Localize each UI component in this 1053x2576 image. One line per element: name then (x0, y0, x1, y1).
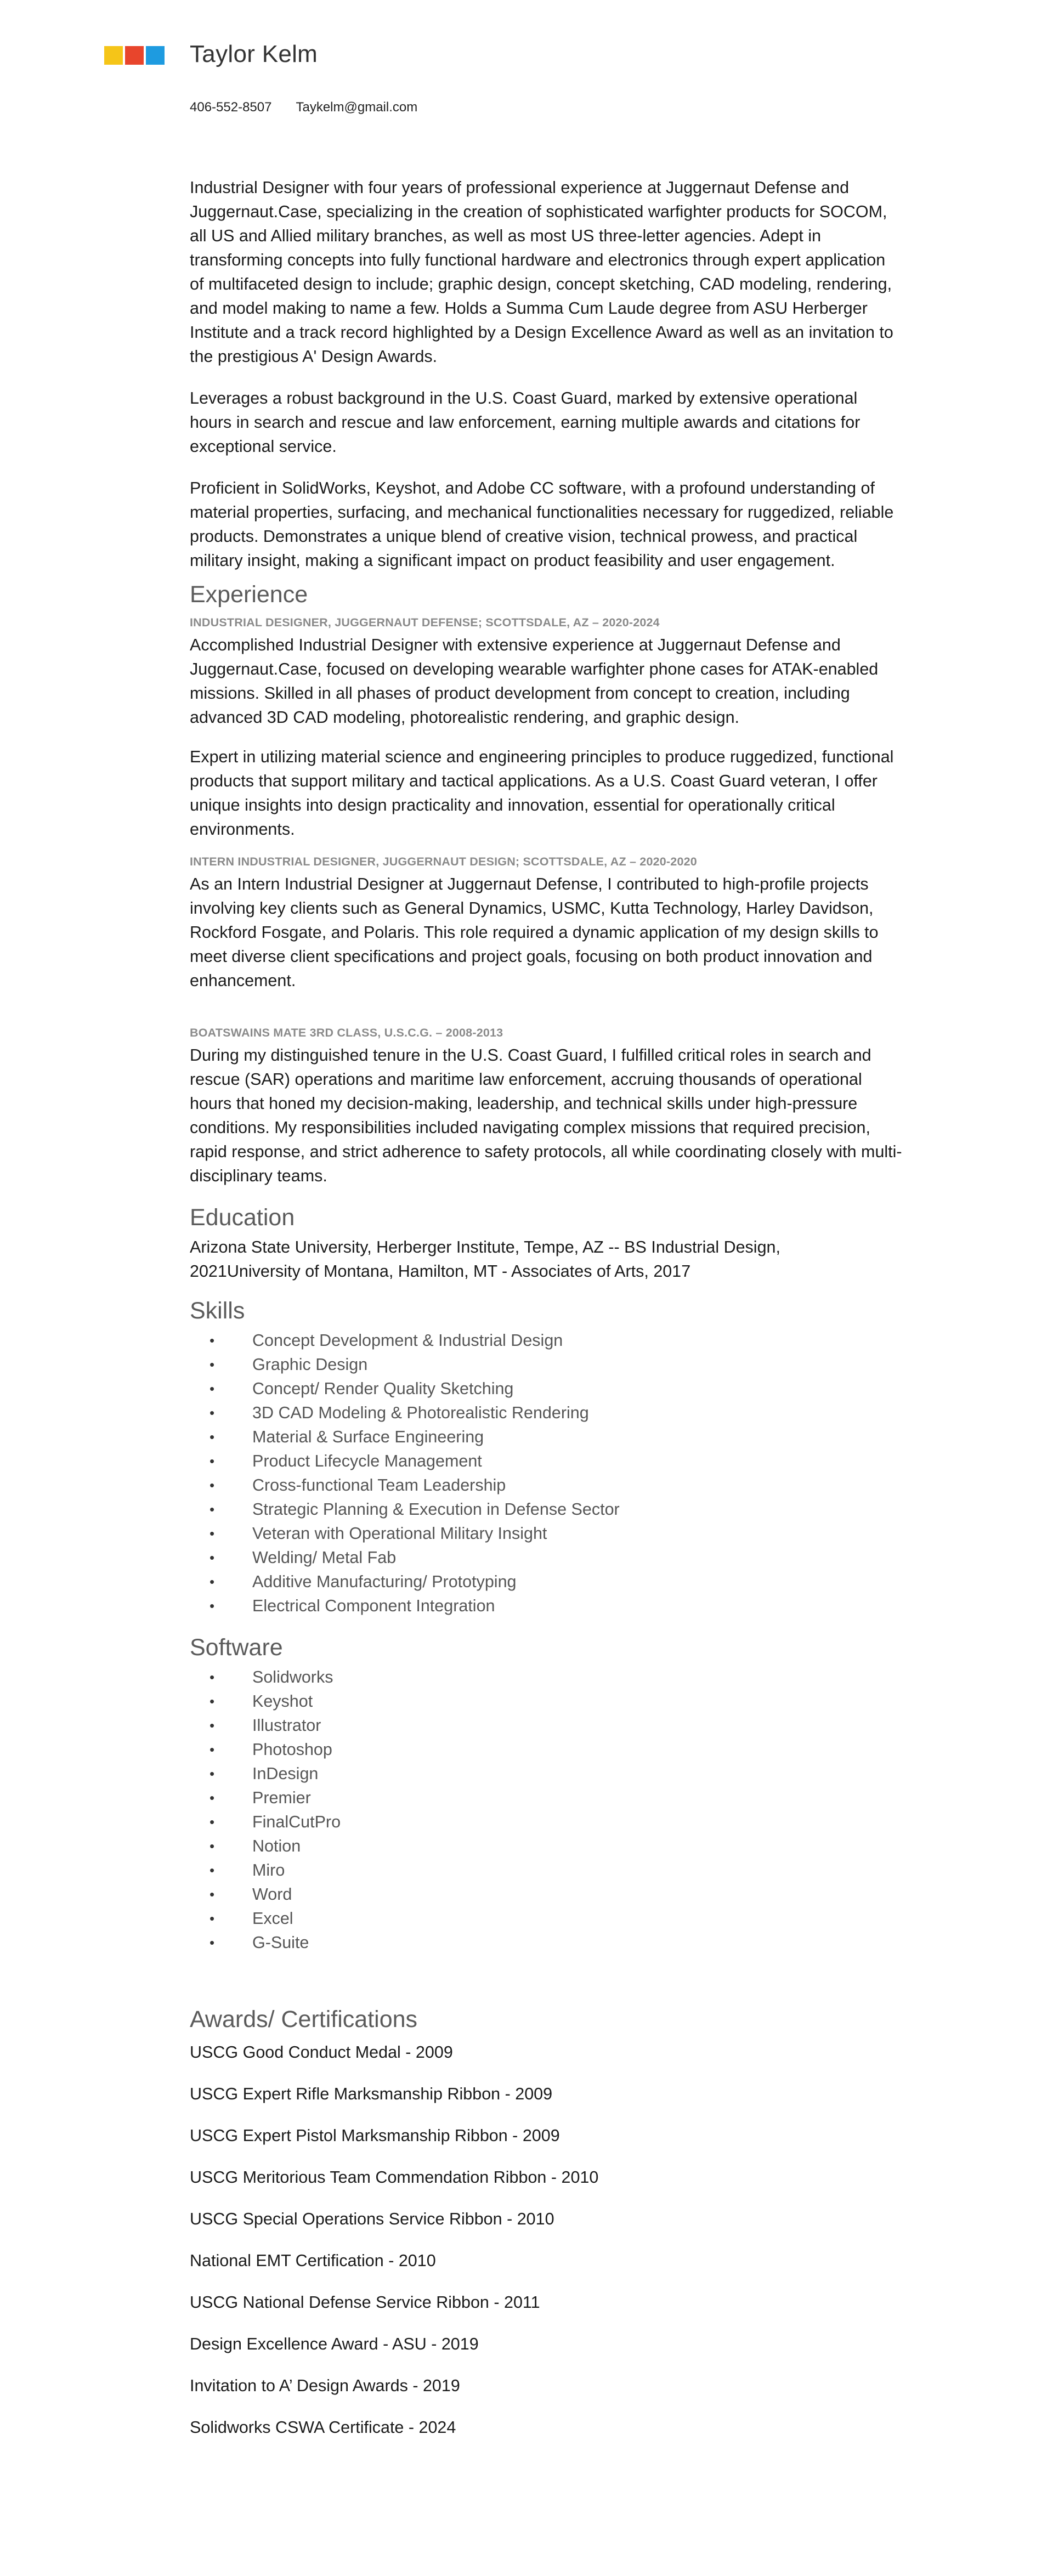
award-item: National EMT Certification - 2010 (190, 2251, 436, 2270)
summary-paragraph: Industrial Designer with four years of professional experience at Juggernaut Defense and Juggernaut.Case, specializing in the creation of sophisticated warfighter products for SOCOM, all US and Allied military branches, as well as most US three-letter agencies. Adept in transforming concepts into fully functional hardware and electronics through expert application of multifaceted design to include; graphic design, concept sketching, CAD modeling, rendering, and model making to name a few. Holds a Summa Cum Laude degree from ASU Herberger Institute and a track record highlighted by a Design Excellence Award as well as an invitation to the prestigious A' Design Awards. (190, 178, 893, 366)
section-title-experience: Experience (190, 581, 308, 608)
software-item: • Illustrator (190, 1713, 903, 1737)
skill-item: • Graphic Design (190, 1352, 903, 1377)
skill-item: • Concept Development & Industrial Design (190, 1328, 903, 1352)
software-item: • Premier (190, 1786, 903, 1810)
skills-section (190, 1297, 903, 1618)
job-role: BOATSWAINS MATE 3RD CLASS, U.S.C.G. – 2008-2013 (190, 1026, 503, 1039)
logo-square-red (125, 46, 144, 65)
skill-item: • Electrical Component Integration (190, 1594, 903, 1618)
award-item: USCG National Defense Service Ribbon - 2011 (190, 2293, 540, 2312)
award-item: Solidworks CSWA Certificate - 2024 (190, 2418, 456, 2437)
education-line: 2021University of Montana, Hamilton, MT - Associates of Arts, 2017 (190, 1262, 691, 1281)
skill-item: • Product Lifecycle Management (190, 1449, 903, 1473)
summary-paragraph: Leverages a robust background in the U.S. Coast Guard, marked by extensive operational hours in search and rescue and law enforcement, earning multiple awards and citations for exceptional service. (190, 389, 860, 456)
skill-item: • Cross-functional Team Leadership (190, 1473, 903, 1497)
award-item: USCG Special Operations Service Ribbon - 2010 (190, 2210, 554, 2228)
logo (104, 46, 165, 65)
logo-square-yellow (104, 46, 123, 65)
job-description: As an Intern Industrial Designer at Juggernaut Defense, I contributed to high-profile projects involving key clients such as General Dynamics, USMC, Kutta Technology, Harley Davidson, Rockford Fosgate, and Polaris. This role required a dynamic application of my design skills to meet diverse client specifications and project goals, focusing on both product innovation and enhancement. (190, 875, 879, 990)
software-item: • InDesign (190, 1762, 903, 1786)
job-description: Accomplished Industrial Designer with extensive experience at Juggernaut Defense and Juggernaut.Case, focused on developing wearable warfighter phone cases for ATAK-enabled missions. Skilled in all phases of product development from concept to creation, including advanced 3D CAD modeling, photorealistic rendering, and graphic design. (190, 636, 879, 727)
job-role: INDUSTRIAL DESIGNER, JUGGERNAUT DEFENSE; SCOTTSDALE, AZ – 2020-2024 (190, 616, 660, 629)
skill-item: • Concept/ Render Quality Sketching (190, 1377, 903, 1401)
skill-item: • 3D CAD Modeling & Photorealistic Rendering (190, 1401, 903, 1425)
job-description: Expert in utilizing material science and engineering principles to produce ruggedized, functional products that support military and tactical applications. As a U.S. Coast Guard veteran, I offer unique insights into design practicality and innovation, essential for operationally critical environments. (190, 748, 894, 839)
experience-section (190, 580, 903, 1188)
award-item: USCG Expert Pistol Marksmanship Ribbon - 2009 (190, 2126, 560, 2145)
phone-number: 406-552-8507 (190, 100, 272, 115)
skill-item: • Material & Surface Engineering (190, 1425, 903, 1449)
job-role: INTERN INDUSTRIAL DESIGNER, JUGGERNAUT DESIGN; SCOTTSDALE, AZ – 2020-2020 (190, 855, 697, 868)
skill-item: • Veteran with Operational Military Insight (190, 1521, 903, 1545)
software-list (190, 1665, 903, 1955)
award-item: Invitation to A’ Design Awards - 2019 (190, 2376, 460, 2395)
software-item: • Keyshot (190, 1689, 903, 1713)
candidate-name: Taylor Kelm (190, 41, 318, 67)
education-line: Arizona State University, Herberger Institute, Tempe, AZ -- BS Industrial Design, (190, 1238, 780, 1256)
section-title-awards: Awards/ Certifications (190, 2006, 418, 2033)
software-item: • FinalCutPro (190, 1810, 903, 1834)
software-item: • Solidworks (190, 1665, 903, 1689)
section-title-software: Software (190, 1634, 283, 1661)
section-title-skills: Skills (190, 1298, 245, 1324)
software-item: • Notion (190, 1834, 903, 1858)
software-item: • Photoshop (190, 1737, 903, 1762)
summary-paragraph: Proficient in SolidWorks, Keyshot, and Adobe CC software, with a profound understanding of material properties, surfacing, and mechanical functionalities necessary for ruggedized, reliable products. Demonstrates a unique blend of creative vision, technical prowess, and practical military insight, making a significant impact on product feasibility and user engagement. (190, 479, 894, 570)
skill-item: • Strategic Planning & Execution in Defense Sector (190, 1497, 903, 1521)
logo-square-blue (146, 46, 165, 65)
award-item: Design Excellence Award - ASU - 2019 (190, 2335, 479, 2353)
software-item: • G-Suite (190, 1930, 903, 1955)
skill-item: • Welding/ Metal Fab (190, 1545, 903, 1570)
resume-content (190, 175, 903, 2457)
award-item: USCG Meritorious Team Commendation Ribbon - 2010 (190, 2168, 599, 2187)
section-title-education: Education (190, 1204, 295, 1231)
education-section (190, 1203, 903, 1283)
awards-section (190, 2005, 903, 2439)
skill-item: • Additive Manufacturing/ Prototyping (190, 1570, 903, 1594)
job-description: During my distinguished tenure in the U.S. Coast Guard, I fulfilled critical roles in search and rescue (SAR) operations and maritime law enforcement, accruing thousands of operational hours that honed my decision-making, leadership, and technical skills under high-pressure conditions. My responsibilities included navigating complex missions that required precision, rapid response, and strict adherence to safety protocols, all while coordinating closely with multi-disciplinary teams. (190, 1046, 902, 1185)
software-item: • Miro (190, 1858, 903, 1882)
software-section (190, 1633, 903, 1955)
education-entries (190, 1235, 903, 1283)
skills-list (190, 1328, 903, 1618)
email-address: Taykelm@gmail.com (296, 100, 418, 115)
award-item: USCG Good Conduct Medal - 2009 (190, 2043, 453, 2062)
contact-info (190, 100, 417, 115)
software-item: • Excel (190, 1906, 903, 1930)
software-item: • Word (190, 1882, 903, 1906)
award-item: USCG Expert Rifle Marksmanship Ribbon - 2009 (190, 2085, 553, 2103)
